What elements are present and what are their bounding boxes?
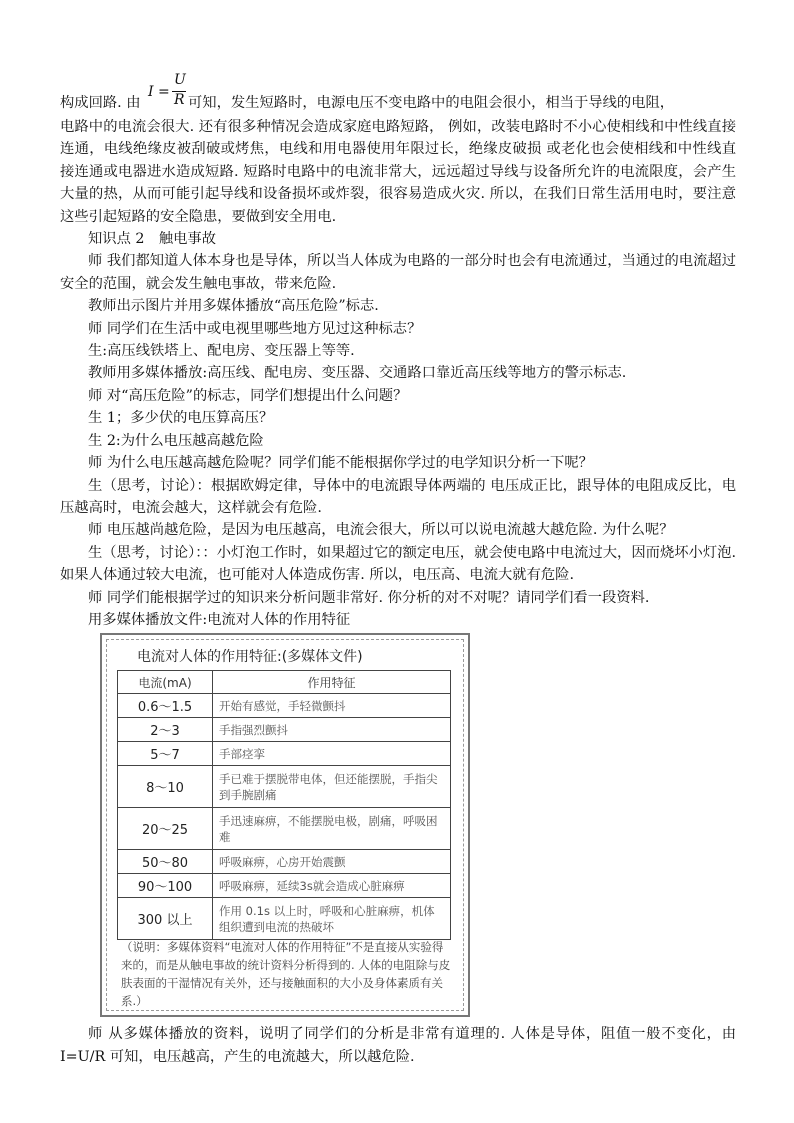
dialogue-line: 教师出示图片并用多媒体播放“高压危险”标志. bbox=[88, 298, 379, 315]
dialogue-line: 生（思考，讨论）：根据欧姆定律，导体中的电流跟导体两端的 电压成正比，跟导体的电阻成反比，电压越高时，电流会越大，这样就会有危险. bbox=[60, 477, 736, 516]
effect-cell: 手迅速麻痹，不能摆脱电极，剧痛，呼吸困难 bbox=[213, 808, 451, 850]
effect-cell: 作用 0.1s 以上时，呼吸和心脏麻痹，机体组织遭到电流的热破坏 bbox=[213, 898, 451, 940]
figure-title: 电流对人体的作用特征:(多媒体文件) bbox=[137, 649, 363, 666]
current-cell: 5～7 bbox=[118, 742, 213, 766]
dialogue-line: 教师用多媒体播放:高压线、配电房、变压器、交通路口靠近高压线等地方的警示标志. bbox=[88, 365, 627, 382]
dialogue-line: 师 同学们在生活中或电视里哪些地方见过这种标志？ bbox=[88, 320, 422, 337]
current-effects-table bbox=[117, 670, 451, 940]
effect-cell: 呼吸麻痹，心房开始震颤 bbox=[213, 850, 451, 874]
current-cell: 0.6～1.5 bbox=[118, 694, 213, 718]
dialogue-line: 用多媒体播放文件:电流对人体的作用特征 bbox=[88, 611, 351, 628]
figure-note: （说明：多媒体资料“电流对人体的作用特征”不是直接从实验得来的，而是从触电事故的统计资料分析得到的. 人体的电阻除与皮肤表面的干湿情况有关外，还与接触面积的大小及身体素质有关系.） bbox=[121, 940, 451, 1009]
dialogue-line: 生 1；多少伏的电压算高压？ bbox=[88, 410, 274, 427]
effect-cell: 手部痉挛 bbox=[213, 742, 451, 766]
section-heading: 知识点 2 触电事故 bbox=[88, 231, 217, 248]
dialogue-line: 师 对“高压危险”的标志，同学们想提出什么问题？ bbox=[88, 387, 408, 404]
table-row bbox=[118, 874, 451, 898]
table-header-row bbox=[118, 671, 451, 694]
figure-frame bbox=[106, 639, 464, 1011]
dialogue-line: 生 2:为什么电压越高越危险 bbox=[88, 432, 264, 449]
dialogue-line: 生（思考，讨论）：：小灯泡工作时，如果超过它的额定电压，就会使电路中电流过大，因而烧坏小灯泡. 如果人体通过较大电流，也可能对人体造成伤害. 所以，电压高、电流大就有危险. bbox=[60, 544, 736, 584]
table-row bbox=[118, 898, 451, 940]
current-cell: 8～10 bbox=[118, 766, 213, 808]
paragraph-continue: 可知，发生短路时，电源电压不变电路中的电阻会很小，相当于导线的电阻， bbox=[188, 95, 675, 111]
current-cell: 300 以上 bbox=[118, 898, 213, 940]
dialogue-line: 师 我们都知道人体本身也是导体，所以当人体成为电路的一部分时也会有电流通过，当通过的电流超过安全的范围，就会发生触电事故，带来危险. bbox=[60, 253, 736, 292]
current-cell: 20～25 bbox=[118, 808, 213, 850]
dialogue-line: 生:高压线铁塔上、配电房、变压器上等等. bbox=[88, 343, 355, 360]
formula-line bbox=[60, 72, 736, 116]
short-circuit-paragraph: 电路中的电流会很大. 还有很多种情况会造成家庭电路短路， 例如，改装电路时不小心使相线和中性线直接连通，电线绝缘皮被刮破或烤焦，电线和用电器使用年限过长，绝缘皮破损 或老化也会使相线和中性线直接连通或电器进水造成短路. 短路时电路中的电流非常大，远远超过导线与设备所允许的电流限度，会产生大量的热，从而可能引起导线和设备损坏或炸裂，很容易造成火灾. 所以，在我们日常生活用电时，要注意这些引起短路的安全隐患，要做到安全用电. bbox=[60, 119, 736, 225]
effect-cell: 手已难于摆脱带电体，但还能摆脱，手指尖到手腕剧痛 bbox=[213, 766, 451, 808]
table-row bbox=[118, 694, 451, 718]
current-cell: 2～3 bbox=[118, 718, 213, 742]
paragraph-start: 构成回路. 由 bbox=[60, 95, 141, 111]
table-header-current: 电流(mA) bbox=[118, 671, 213, 694]
dialogue-line: 师 为什么电压越高越危险呢？同学们能不能根据你学过的电学知识分析一下呢？ bbox=[88, 455, 593, 472]
table-header-effect: 作用特征 bbox=[213, 671, 451, 694]
table-row bbox=[118, 808, 451, 850]
document-page bbox=[60, 72, 736, 1068]
closing-paragraph: 师 从多媒体播放的资料，说明了同学们的分析是非常有道理的. 人体是导体，阻值一般不变化，由 I=U/R 可知，电压越高，产生的电流越大，所以越危险. bbox=[60, 1026, 736, 1065]
effect-cell: 开始有感觉，手轻微颤抖 bbox=[213, 694, 451, 718]
formula-lhs: I = bbox=[148, 84, 170, 100]
table-row bbox=[118, 766, 451, 808]
table-row bbox=[118, 850, 451, 874]
effect-cell: 呼吸麻痹，延续3s就会造成心脏麻痹 bbox=[213, 874, 451, 898]
current-cell: 50～80 bbox=[118, 850, 213, 874]
current-cell: 90～100 bbox=[118, 874, 213, 898]
current-effects-figure bbox=[100, 633, 470, 1017]
effect-cell: 手指强烈颤抖 bbox=[213, 718, 451, 742]
dialogue-line: 师 电压越尚越危险，是因为电压越高，电流会很大，所以可以说电流越大越危险. 为什么呢？ bbox=[88, 522, 674, 539]
table-row bbox=[118, 718, 451, 742]
dialogue-line: 师 同学们能根据学过的知识来分析问题非常好. 你分析的对不对呢？请同学们看一段资料. bbox=[88, 589, 650, 606]
formula-denominator: R bbox=[174, 92, 185, 108]
formula-numerator: U bbox=[174, 72, 186, 88]
table-row bbox=[118, 742, 451, 766]
